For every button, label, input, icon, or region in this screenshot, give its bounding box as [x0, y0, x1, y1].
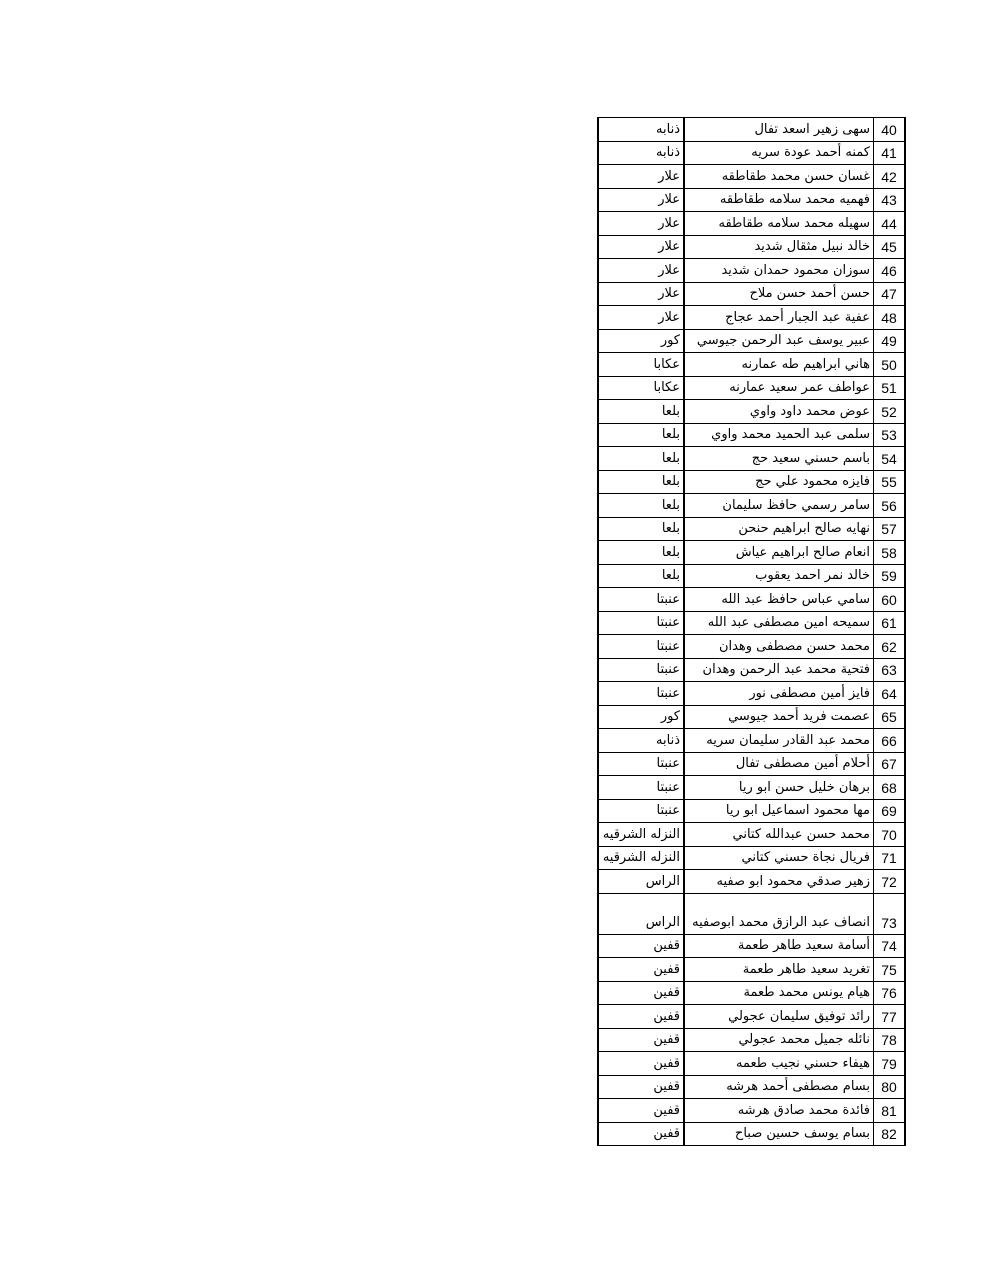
locality-cell: قفين [598, 1122, 684, 1146]
table-row [598, 682, 905, 706]
locality-cell: علار [598, 188, 684, 212]
locality-cell: كور [598, 329, 684, 353]
table-row [598, 1005, 905, 1029]
person-name-cell: غسان حسن محمد طقاطقه [684, 165, 874, 189]
row-number-cell: 69 [874, 799, 906, 823]
locality-cell: بلعا [598, 541, 684, 565]
table-row [598, 306, 905, 330]
table-row [598, 611, 905, 635]
table-row [598, 588, 905, 612]
row-number-cell: 40 [874, 118, 906, 142]
person-name-cell: مها محمود اسماعيل ابو ريا [684, 799, 874, 823]
person-name-cell: باسم حسني سعيد حج [684, 447, 874, 471]
row-number-cell: 57 [874, 517, 906, 541]
locality-cell: الراس [598, 870, 684, 894]
locality-cell: بلعا [598, 423, 684, 447]
locality-cell: عكابا [598, 353, 684, 377]
table-row [598, 981, 905, 1005]
person-name-cell: عبير يوسف عبد الرحمن جيوسي [684, 329, 874, 353]
locality-cell: بلعا [598, 400, 684, 424]
locality-cell: عنبتا [598, 776, 684, 800]
locality-cell: علار [598, 235, 684, 259]
person-name-cell: أسامة سعيد طاهر طعمة [684, 934, 874, 958]
row-number-cell: 44 [874, 212, 906, 236]
table-row [598, 376, 905, 400]
row-number-cell: 63 [874, 658, 906, 682]
person-name-cell: فهميه محمد سلامه طقاطقه [684, 188, 874, 212]
person-name-cell: انعام صالح ابراهيم عياش [684, 541, 874, 565]
row-number-cell: 66 [874, 729, 906, 753]
row-number-cell: 49 [874, 329, 906, 353]
table-row [598, 282, 905, 306]
row-number-cell: 77 [874, 1005, 906, 1029]
table-row [598, 752, 905, 776]
row-number-cell: 50 [874, 353, 906, 377]
locality-cell: بلعا [598, 564, 684, 588]
table-row [598, 259, 905, 283]
row-number-cell: 74 [874, 934, 906, 958]
table-row [598, 958, 905, 982]
row-number-cell: 54 [874, 447, 906, 471]
person-name-cell: هاني ابراهيم طه عمارنه [684, 353, 874, 377]
table-row [598, 635, 905, 659]
person-name-cell: سامر رسمي حافظ سليمان [684, 494, 874, 518]
row-number-cell: 60 [874, 588, 906, 612]
locality-cell: بلعا [598, 517, 684, 541]
locality-cell: عنبتا [598, 611, 684, 635]
person-name-cell: بسام مصطفى أحمد هرشه [684, 1075, 874, 1099]
locality-cell: عنبتا [598, 752, 684, 776]
row-number-cell: 42 [874, 165, 906, 189]
row-number-cell: 76 [874, 981, 906, 1005]
locality-cell: الراس [598, 893, 684, 934]
person-name-cell: بسام يوسف حسين صباح [684, 1122, 874, 1146]
row-number-cell: 72 [874, 870, 906, 894]
table-row [598, 893, 905, 934]
person-name-cell: سوزان محمود حمدان شديد [684, 259, 874, 283]
person-name-cell: خالد نمر احمد يعقوب [684, 564, 874, 588]
person-name-cell: عصمت فريد أحمد جيوسي [684, 705, 874, 729]
row-number-cell: 65 [874, 705, 906, 729]
names-table [597, 117, 906, 1146]
table-row [598, 423, 905, 447]
table-row [598, 212, 905, 236]
table-row [598, 118, 905, 142]
locality-cell: ذنابه [598, 118, 684, 142]
locality-cell: علار [598, 306, 684, 330]
row-number-cell: 68 [874, 776, 906, 800]
table-row [598, 470, 905, 494]
locality-cell: علار [598, 282, 684, 306]
table-row [598, 329, 905, 353]
table-row [598, 141, 905, 165]
person-name-cell: هيام يونس محمد طعمة [684, 981, 874, 1005]
table-row [598, 1099, 905, 1123]
row-number-cell: 70 [874, 823, 906, 847]
table-row [598, 235, 905, 259]
table-row [598, 658, 905, 682]
row-number-cell: 56 [874, 494, 906, 518]
row-number-cell: 73 [874, 893, 906, 934]
locality-cell: عنبتا [598, 799, 684, 823]
table-row [598, 1075, 905, 1099]
locality-cell: قفين [598, 1052, 684, 1076]
person-name-cell: عواطف عمر سعيد عمارنه [684, 376, 874, 400]
table-row [598, 541, 905, 565]
table-row [598, 729, 905, 753]
person-name-cell: انصاف عبد الرازق محمد ابوصفيه [684, 893, 874, 934]
row-number-cell: 52 [874, 400, 906, 424]
person-name-cell: محمد عبد القادر سليمان سريه [684, 729, 874, 753]
person-name-cell: سامي عباس حافظ عبد الله [684, 588, 874, 612]
locality-cell: بلعا [598, 447, 684, 471]
row-number-cell: 62 [874, 635, 906, 659]
row-number-cell: 55 [874, 470, 906, 494]
row-number-cell: 51 [874, 376, 906, 400]
table-row [598, 846, 905, 870]
person-name-cell: سهيله محمد سلامه طقاطقه [684, 212, 874, 236]
row-number-cell: 46 [874, 259, 906, 283]
person-name-cell: كمنه أحمد عودة سريه [684, 141, 874, 165]
person-name-cell: نائله جميل محمد عجولي [684, 1028, 874, 1052]
person-name-cell: محمد حسن عبدالله كتاني [684, 823, 874, 847]
table-row [598, 1028, 905, 1052]
person-name-cell: تغريد سعيد طاهر طعمة [684, 958, 874, 982]
locality-cell: قفين [598, 934, 684, 958]
person-name-cell: هيفاء حسني نجيب طعمه [684, 1052, 874, 1076]
person-name-cell: فايز أمين مصطفى نور [684, 682, 874, 706]
row-number-cell: 43 [874, 188, 906, 212]
person-name-cell: زهير صدقي محمود ابو صفيه [684, 870, 874, 894]
locality-cell: قفين [598, 1099, 684, 1123]
table-row [598, 494, 905, 518]
table-row [598, 165, 905, 189]
row-number-cell: 71 [874, 846, 906, 870]
table-row [598, 870, 905, 894]
locality-cell: عنبتا [598, 682, 684, 706]
person-name-cell: فايزه محمود علي حج [684, 470, 874, 494]
table-row [598, 517, 905, 541]
row-number-cell: 82 [874, 1122, 906, 1146]
row-number-cell: 75 [874, 958, 906, 982]
table-row [598, 1122, 905, 1146]
row-number-cell: 53 [874, 423, 906, 447]
person-name-cell: أحلام أمين مصطفى تفال [684, 752, 874, 776]
row-number-cell: 81 [874, 1099, 906, 1123]
person-name-cell: عوض محمد داود واوي [684, 400, 874, 424]
row-number-cell: 80 [874, 1075, 906, 1099]
person-name-cell: فريال نجاة حسني كتاني [684, 846, 874, 870]
table-row [598, 823, 905, 847]
row-number-cell: 47 [874, 282, 906, 306]
locality-cell: بلعا [598, 494, 684, 518]
locality-cell: علار [598, 212, 684, 236]
row-number-cell: 64 [874, 682, 906, 706]
row-number-cell: 41 [874, 141, 906, 165]
names-table-body [598, 118, 905, 1146]
row-number-cell: 67 [874, 752, 906, 776]
table-row [598, 400, 905, 424]
locality-cell: علار [598, 165, 684, 189]
row-number-cell: 59 [874, 564, 906, 588]
row-number-cell: 58 [874, 541, 906, 565]
locality-cell: عنبتا [598, 588, 684, 612]
locality-cell: ذنابه [598, 729, 684, 753]
table-row [598, 353, 905, 377]
locality-cell: قفين [598, 1005, 684, 1029]
person-name-cell: فتحية محمد عبد الرحمن وهدان [684, 658, 874, 682]
locality-cell: كور [598, 705, 684, 729]
locality-cell: قفين [598, 1028, 684, 1052]
table-row [598, 447, 905, 471]
table-row [598, 564, 905, 588]
locality-cell: النزله الشرقيه [598, 823, 684, 847]
person-name-cell: سلمى عبد الحميد محمد واوي [684, 423, 874, 447]
locality-cell: قفين [598, 958, 684, 982]
table-row [598, 799, 905, 823]
table-row [598, 1052, 905, 1076]
locality-cell: عنبتا [598, 658, 684, 682]
table-row [598, 934, 905, 958]
row-number-cell: 48 [874, 306, 906, 330]
locality-cell: قفين [598, 981, 684, 1005]
table-row [598, 188, 905, 212]
locality-cell: علار [598, 259, 684, 283]
person-name-cell: نهايه صالح ابراهيم حنحن [684, 517, 874, 541]
row-number-cell: 61 [874, 611, 906, 635]
locality-cell: عكابا [598, 376, 684, 400]
row-number-cell: 45 [874, 235, 906, 259]
person-name-cell: سهى زهير اسعد تفال [684, 118, 874, 142]
locality-cell: ذنابه [598, 141, 684, 165]
locality-cell: النزله الشرقيه [598, 846, 684, 870]
person-name-cell: خالد نبيل مثقال شديد [684, 235, 874, 259]
person-name-cell: حسن أحمد حسن ملاح [684, 282, 874, 306]
person-name-cell: فائدة محمد صادق هرشه [684, 1099, 874, 1123]
locality-cell: قفين [598, 1075, 684, 1099]
table-row [598, 705, 905, 729]
table-row [598, 776, 905, 800]
person-name-cell: محمد حسن مصطفى وهدان [684, 635, 874, 659]
person-name-cell: رائد توفيق سليمان عجولي [684, 1005, 874, 1029]
locality-cell: عنبتا [598, 635, 684, 659]
row-number-cell: 79 [874, 1052, 906, 1076]
person-name-cell: برهان خليل حسن ابو ريا [684, 776, 874, 800]
row-number-cell: 78 [874, 1028, 906, 1052]
person-name-cell: سميحه امين مصطفى عبد الله [684, 611, 874, 635]
locality-cell: بلعا [598, 470, 684, 494]
person-name-cell: عفية عبد الجبار أحمد عجاج [684, 306, 874, 330]
